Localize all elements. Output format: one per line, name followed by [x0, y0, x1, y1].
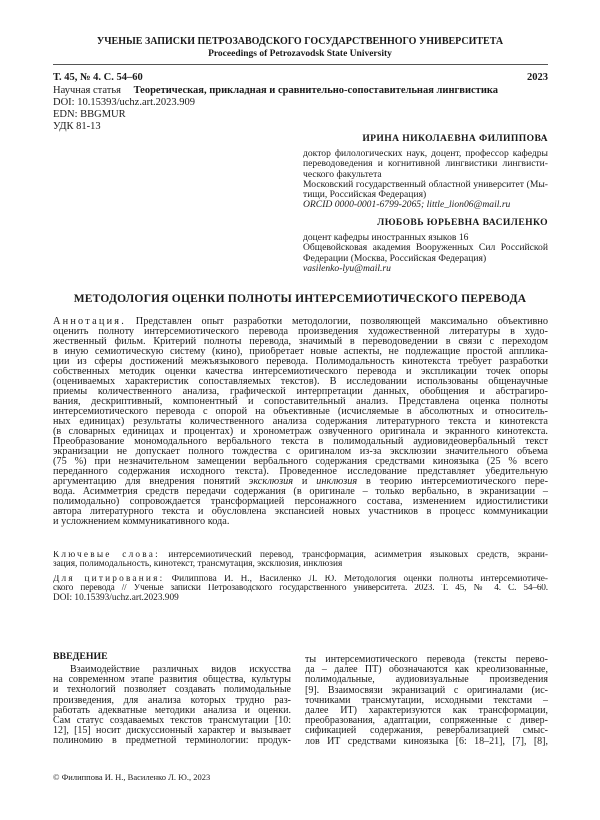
abstract-line: и усложнением коммуникативного кода. [53, 516, 230, 527]
intro-line: ты интерсемиотического перевода (тексты перево- [305, 655, 548, 665]
abstract-line: автора литературного текста и обусловлена экспансией новых участников в процесс коммуникации [53, 507, 548, 517]
abstract-line: жественный фильм. Критерий полноты перевода, значимый в переводоведении в связи с переходом [53, 337, 548, 347]
abstract-line: интерсемиотического перевода с опорой на объективные (исчисляемые в абсолютных и относитель- [53, 407, 548, 417]
author-affiliation-line: Московский государственный областной университет (Мы- [303, 179, 548, 190]
keywords-line: зация, полимодальность, кинотекст, трансмутация, эксклюзия, инклюзия [53, 559, 343, 570]
year: 2023 [527, 72, 548, 83]
keywords-text: интерсемиотический перевод, трансформация, асимметрия языковых средств, экрани- [168, 551, 548, 560]
intro-line: 12], [15] носит дискуссионный характер и вызывает [53, 726, 291, 737]
intro-line: да – далее ПТ) обозначаются как креолизованные, [305, 665, 548, 676]
abstract-line: собственных методик оценки качества интерсемиотического перевода и экспликации точек опоры [53, 367, 548, 377]
author-affiliation-line: ческого факультета [303, 168, 382, 180]
article-type: Научная статья [53, 85, 121, 96]
author-affiliation-line: Общевойсковая академия Вооруженных Сил Российской [303, 243, 548, 254]
author-name: ЛЮБОВЬ ЮРЬЕВНА ВАСИЛЕНКО [377, 217, 548, 228]
abstract-line: экранизации не допускает полного тождества с оригиналом из-за эксклюзии значительного объема [53, 447, 548, 457]
keywords [53, 551, 548, 570]
intro-line: работать адекватные методики анализа и оценки. [53, 705, 291, 716]
intro-line: преобразования, адаптации, сопряженные с дивер- [305, 716, 548, 727]
abstract-line: ных единицах) результаты количественного анализа содержания литературного текста и кинотекста [53, 417, 548, 427]
udk: УДК 81-13 [53, 121, 101, 132]
article-section: Теоретическая, прикладная и сравнительно-сопоставительная лингвистика [133, 85, 499, 96]
abstract-line [53, 477, 548, 487]
citation [53, 575, 548, 603]
author-affiliation-line: переводоведения и когнитивной лингвистики лингвисти- [303, 159, 548, 170]
journal-subtitle: Proceedings of Petrozavodsk State University [208, 49, 392, 59]
author-contact[interactable]: ORCID 0000-0001-6799-2065; little_lion06@mail.ru [303, 199, 511, 211]
term-inclusion: инклюзия [316, 477, 358, 487]
abstract-text: Представлен опыт разработки методологии, позволяющей максимально объективно [135, 317, 548, 327]
abstract-line: полимодально) сопровождается трансформацией персонажного состава, изменением идиостилистики [53, 497, 548, 507]
abstract-line: ции из сферы достижений межъязыкового перевода. Полимодальность кинотекста требует разработки [53, 357, 548, 367]
intro-line: на современном этапе развития общества, культуры [53, 675, 291, 686]
abstract-line: приемы количественного анализа, графической интерпретации данных, обобщения и абстрагиро- [53, 387, 548, 397]
intro-line: Взаимодействие различных видов искусства [70, 665, 291, 675]
abstract-text: в теорию интерсемиотического пере- [366, 477, 548, 487]
intro-line: сификацией содержания, ревербализацией смыс- [305, 726, 548, 737]
intro-line: далее ИТ) характеризуются как трансформации, [305, 706, 548, 717]
abstract-line [53, 317, 548, 327]
abstract [53, 317, 548, 527]
abstract-line: в иную семиотическую систему (кино), приобретает новые аспекты, не подлежащие простой апплика- [53, 347, 548, 357]
intro-right-column [305, 655, 548, 747]
term-exclusion: эксклюзия [248, 477, 294, 487]
author-contact[interactable]: vasilenko-lyu@mail.ru [303, 262, 391, 274]
author-affiliation-line: доктор филологических наук, доцент, профессор кафедры [303, 149, 548, 160]
citation-line: ского перевода // Ученые записки Петрозаводского государственного университета. 2023. Т. 45, № 4. С. 54–60. [53, 584, 548, 594]
abstract-label: Аннотация. [53, 317, 126, 327]
author-block-2 [303, 218, 548, 274]
abstract-line: вания, дескриптивный, компонентный и сопоставительный анализ. Представлена оценка полноты [53, 397, 548, 407]
header-rule [53, 64, 548, 65]
abstract-line: (в словарных единицах и процентах) и хронометраж озвученного оригинала и экранного кинотекста. [53, 427, 548, 437]
citation-doi[interactable]: DOI: 10.15393/uchz.art.2023.909 [53, 592, 179, 603]
abstract-line: переданного содержания исходного текста). Проведенное исследование представляет убедительную [53, 467, 548, 477]
intro-line: Сам статус создаваемых текстов трансмутации [10: [53, 716, 291, 727]
abstract-text: аргументацию для внедрения понятий [53, 477, 240, 487]
intro-heading: ВВЕДЕНИЕ [53, 651, 108, 662]
citation-line [53, 575, 548, 584]
intro-line: лов ИТ средствами киноязыка [6: 18–21], [7], [8], [305, 736, 548, 747]
keywords-label: Ключевые слова: [53, 551, 160, 560]
copyright: © Филиппова И. Н., Василенко Л. Ю., 2023 [53, 772, 211, 782]
abstract-line: Преобразование мономодального вербального текста в полимодальный аудиовидеовербальный текст [53, 437, 548, 447]
article-title: МЕТОДОЛОГИЯ ОЦЕНКИ ПОЛНОТЫ ИНТЕРСЕМИОТИЧЕСКОГО ПЕРЕВОДА [73, 293, 527, 305]
abstract-text: и [301, 477, 308, 487]
author-name: ИРИНА НИКОЛАЕВНА ФИЛИППОВА [362, 133, 548, 144]
intro-line: полимодальные, аудиовизуальные произведения [305, 675, 548, 686]
intro-line: [9]. Взаимосвязи экранизаций с оригиналами (ис- [305, 685, 548, 696]
citation-text: Филиппова И. Н., Василенко Л. Ю. Методология оценки полноты интерсемиотиче- [171, 575, 548, 584]
abstract-line: (75 %) при незначительном замещении вербального содержания средствами киноязыка (25 % всего [53, 457, 548, 467]
author-affiliation-line: Федерации (Москва, Российская Федерация) [303, 252, 487, 264]
intro-line: произведения, для анализа которых трудно раз- [53, 695, 291, 706]
intro-line: и технологий позволяет создавать полимодальные [53, 685, 291, 696]
citation-label: Для цитирования: [53, 575, 165, 584]
abstract-line: вода. Асимметрия средств передачи содержания (в оригинале – только вербально, в экранизации – [53, 487, 548, 497]
intro-line: полиномию в предметной терминологии: продук- [53, 736, 291, 747]
volume-info: Т. 45, № 4. С. 54–60 [53, 72, 143, 83]
author-block-1 [303, 134, 548, 210]
intro-line: точниками трансмутации, исходными текстами – [305, 695, 548, 706]
doi[interactable]: DOI: 10.15393/uchz.art.2023.909 [53, 97, 196, 108]
abstract-line: (оцениваемых характеристик сопоставляемых текстов). В исследовании использованы общенаучные [53, 377, 548, 387]
edn: EDN: BBGMUR [53, 109, 126, 120]
article-type-line [53, 85, 498, 96]
abstract-line: оценить полноту интерсемиотического перевода произведения художественной литературы в худо- [53, 327, 548, 337]
author-affiliation-line: доцент кафедры иностранных языков 16 [303, 232, 469, 244]
author-affiliation-line: тищи, Российская Федерация) [303, 189, 427, 201]
intro-left-column [53, 665, 291, 747]
journal-title: УЧЕНЫЕ ЗАПИСКИ ПЕТРОЗАВОДСКОГО ГОСУДАРСТВЕННОГО УНИВЕРСИТЕТА [96, 36, 504, 47]
